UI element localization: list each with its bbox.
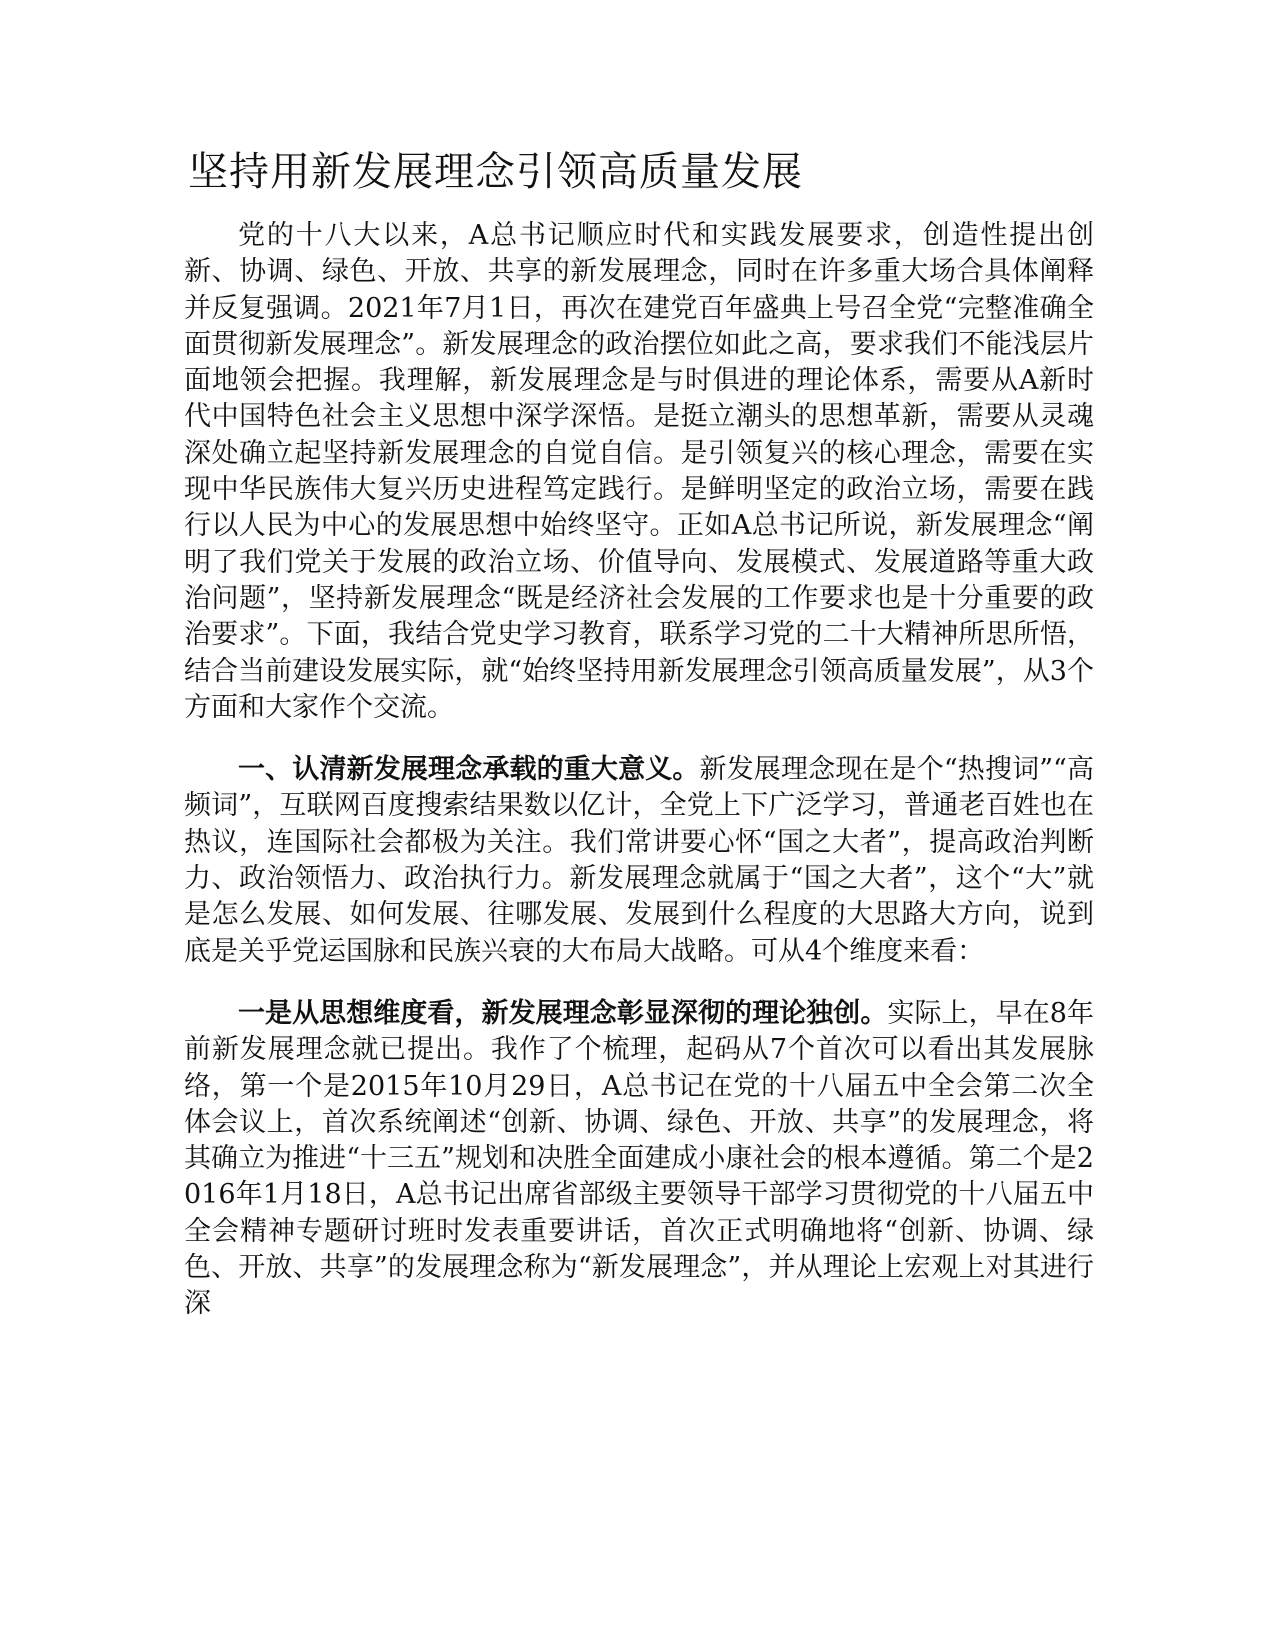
- document-title: 坚持用新发展理念引领高质量发展: [188, 149, 803, 195]
- document-page: [184, 148, 1094, 1323]
- paragraph-body: 新发展理念现在是个“热搜词”“高频词”，互联网百度搜索结果数以亿计，全党上下广泛学习，普通老百姓也在热议，连国际社会都极为关注。我们常讲要心怀“国之大者”，提高政治判断力、政治领悟力、政治执行力。新发展理念就属于“国之大者”，这个“大”就是怎么发展、如何发展、往哪发展、发展到什么程度的大思路大方向，说到底是关乎党运国脉和民族兴衰的大布局大战略。可从4个维度来看：: [184, 754, 1094, 967]
- paragraph-lead: 一、认清新发展理念承载的重大意义。: [238, 754, 700, 786]
- paragraph-body: 党的十八大以来，A总书记顺应时代和实践发展要求，创造性提出创新、协调、绿色、开放、共享的新发展理念，同时在许多重大场合具体阐释并反复强调。2021年7月1日，再次在建党百年盛典上号召全党“完整准确全面贯彻新发展理念”。新发展理念的政治摆位如此之高，要求我们不能浅层片面地领会把握。我理解，新发展理念是与时俱进的理论体系，需要从A新时代中国特色社会主义思想中深学深悟。是挺立潮头的思想革新，需要从灵魂深处确立起坚持新发展理念的自觉自信。是引领复兴的核心理念，需要在实现中华民族伟大复兴历史进程笃定践行。是鲜明坚定的政治立场，需要在践行以人民为中心的发展思想中始终坚守。正如A总书记所说，新发展理念“阐明了我们党关于发展的政治立场、价值导向、发展模式、发展道路等重大政治问题”，坚持新发展理念“既是经济社会发展的工作要求也是十分重要的政治要求”。下面，我结合党史学习教育，联系学习党的二十大精神所思所悟，结合当前建设发展实际，就“始终坚持用新发展理念引领高质量发展”，从3个方面和大家作个交流。: [184, 220, 1094, 723]
- paragraph-section-one: [184, 752, 1094, 970]
- paragraph-body: 实际上，早在8年前新发展理念就已提出。我作了个梳理，起码从7个首次可以看出其发展脉络，第一个是2015年10月29日，A总书记在党的十八届五中全会第二次全体会议上，首次系统阐述“创新、协调、绿色、开放、共享”的发展理念，将其确立为推进“十三五”规划和决胜全面建成小康社会的根本遵循。第二个是2016年1月18日，A总书记出席省部级主要领导干部学习贯彻党的十八届五中全会精神专题研讨班时发表重要讲话，首次正式明确地将“创新、协调、绿色、开放、共享”的发展理念称为“新发展理念”，并从理论上宏观上对其进行深: [184, 997, 1094, 1320]
- paragraph-point-one: [184, 996, 1094, 1323]
- paragraph-lead: 一是从思想维度看，新发展理念彰显深彻的理论独创。: [238, 997, 888, 1029]
- paragraph-intro: [184, 218, 1094, 726]
